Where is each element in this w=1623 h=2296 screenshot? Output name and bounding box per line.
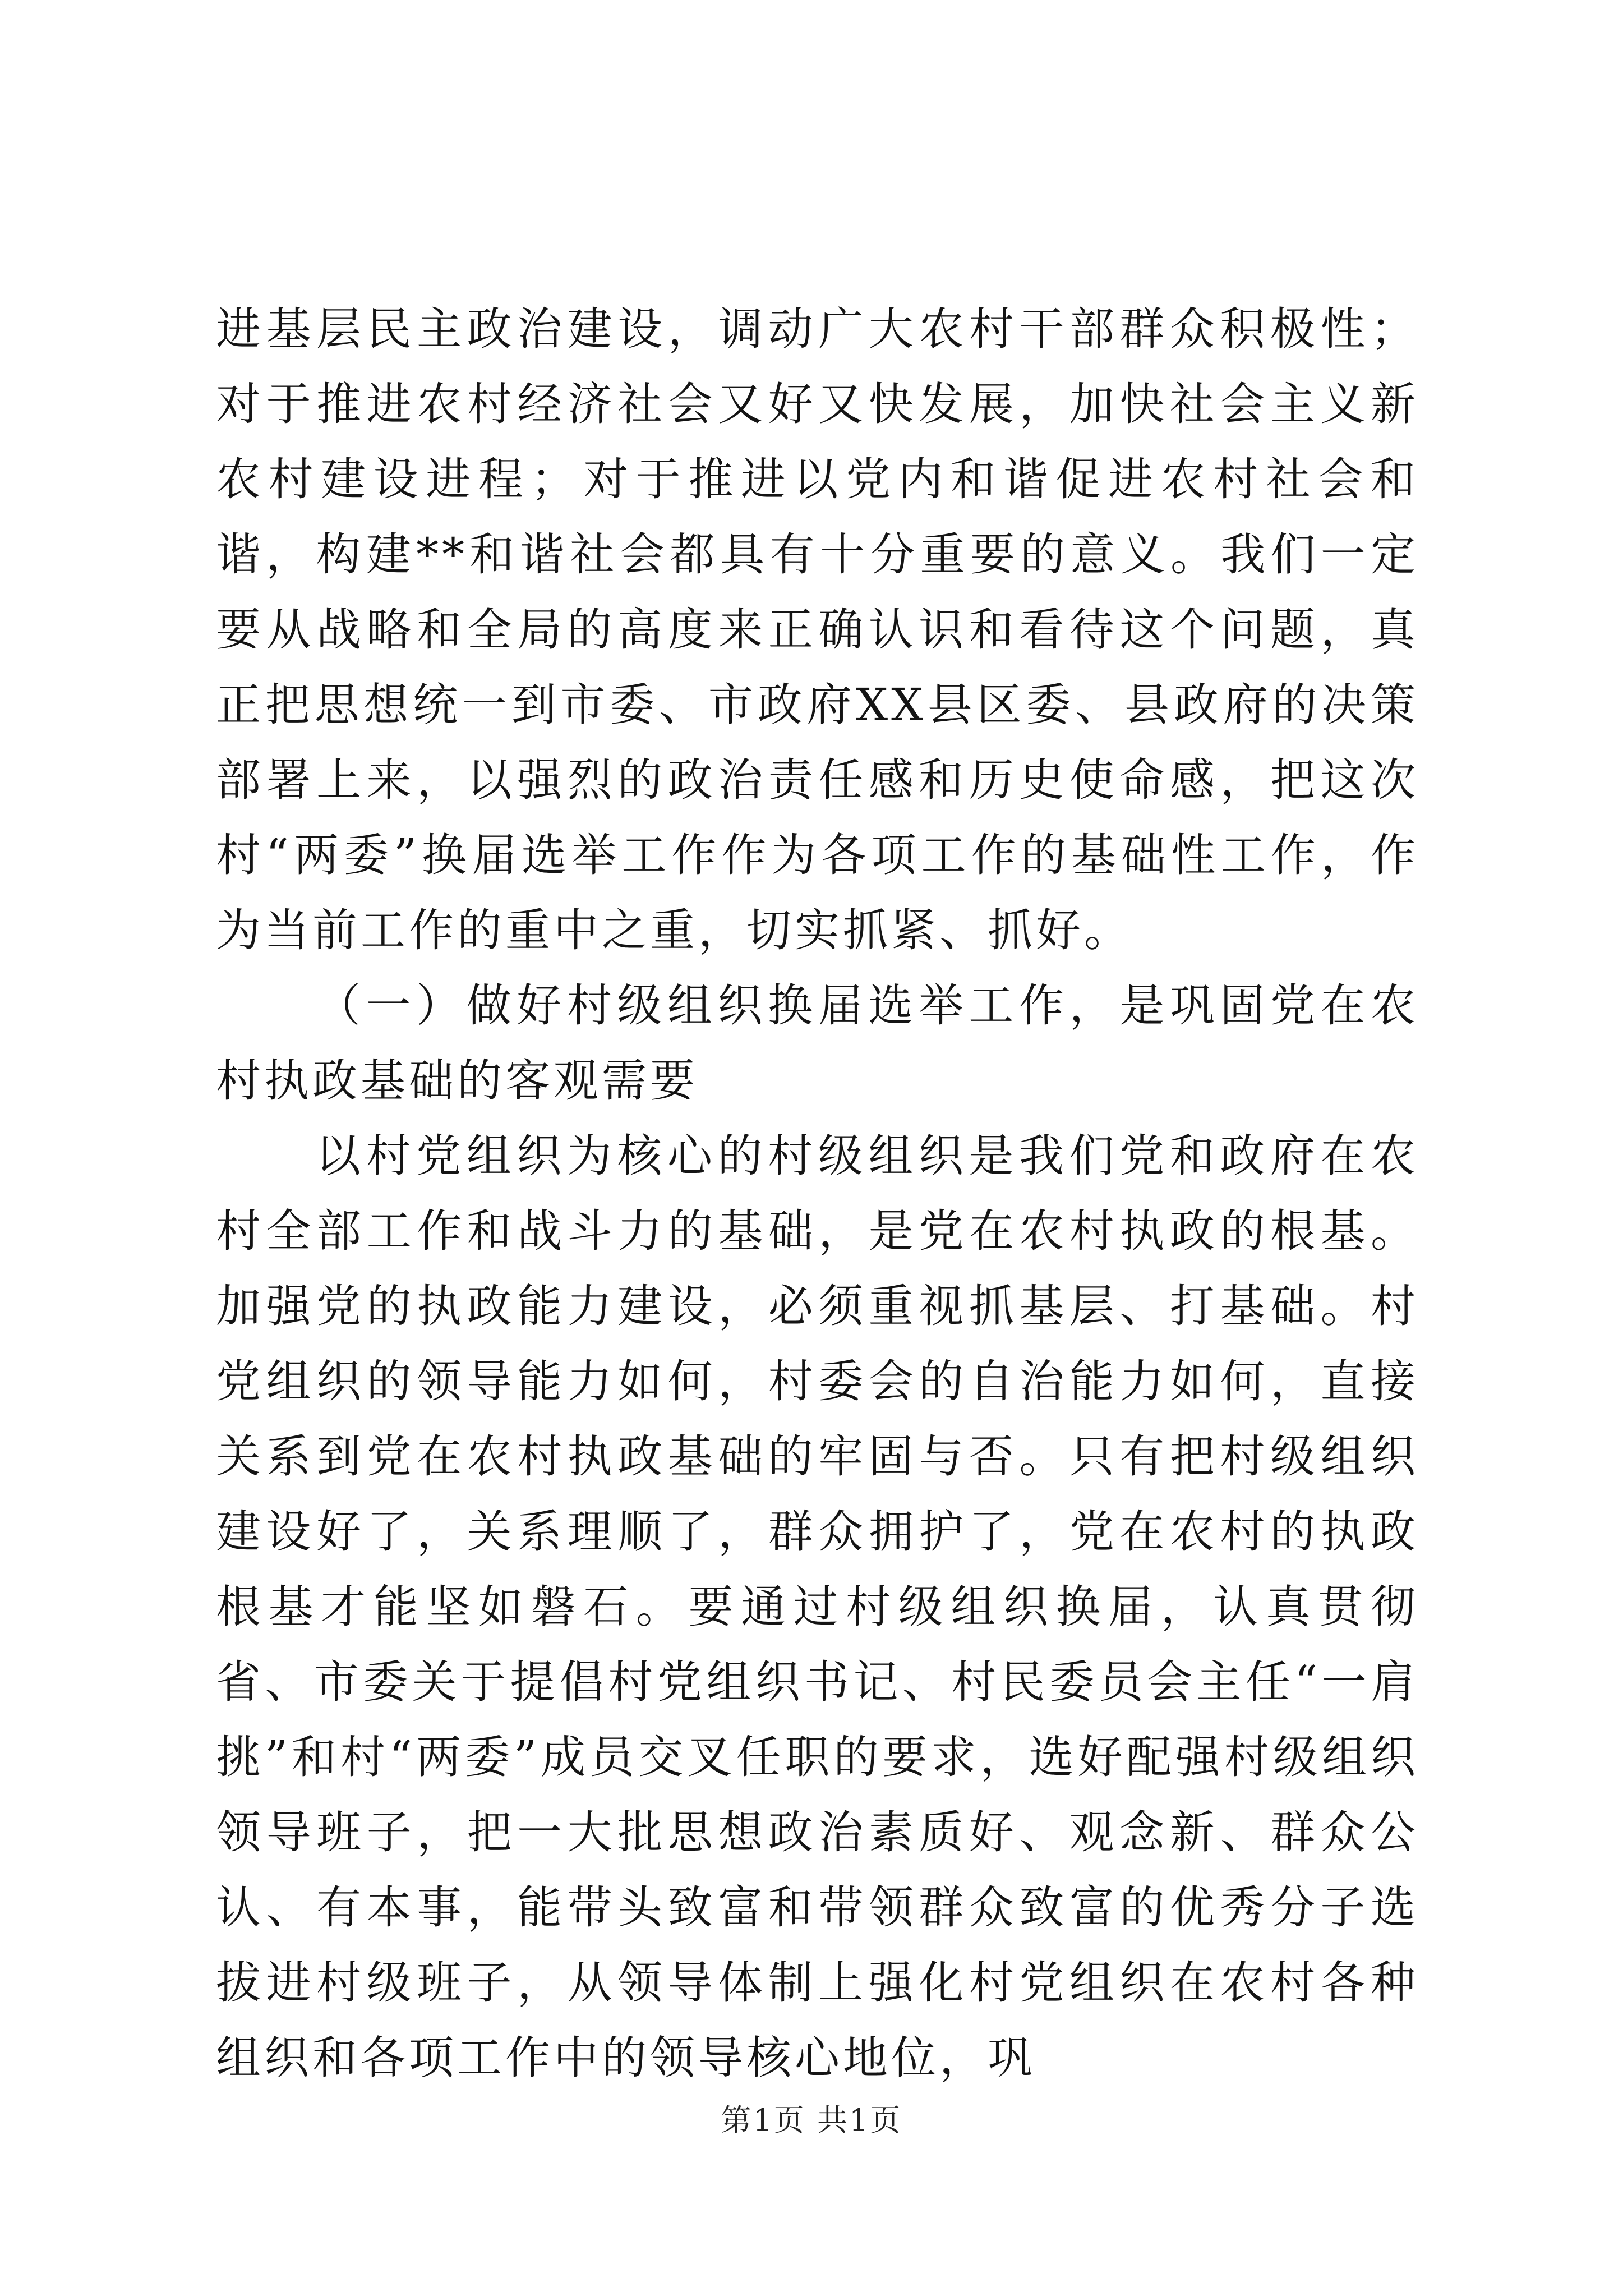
page-footer: 第1页 共1页	[721, 2102, 902, 2138]
document-body	[216, 292, 1419, 2096]
paragraph-continuation: 进基层民主政治建设，调动广大农村干部群众积极性；对于推进农村经济社会又好又快发展，加快社会主义新农村建设进程；对于推进以党内和谐促进农村社会和谐，构建**和谐社会都具有十分重要的意义。我们一定要从战略和全局的高度来正确认识和看待这个问题，真正把思想统一到市委、市政府XX县区委、县政府的决策部署上来，以强烈的政治责任感和历史使命感，把这次村“两委”换届选举工作作为各项工作的基础性工作，作为当前工作的重中之重，切实抓紧、抓好。	[216, 303, 1419, 956]
paragraph-body: 以村党组织为核心的村级组织是我们党和政府在农村全部工作和战斗力的基础，是党在农村执政的根基。加强党的执政能力建设，必须重视抓基层、打基础。村党组织的领导能力如何，村委会的自治能力如何，直接关系到党在农村执政基础的牢固与否。只有把村级组织建设好了，关系理顺了，群众拥护了，党在农村的执政根基才能坚如磐石。要通过村级组织换届，认真贯彻省、市委关于提倡村党组织书记、村民委员会主任“一肩挑”和村“两委”成员交叉任职的要求，选好配强村级组织领导班子，把一大批思想政治素质好、观念新、群众公认、有本事，能带头致富和带领群众致富的优秀分子选拔进村级班子，从领导体制上强化村党组织在农村各种组织和各项工作中的领导核心地位，巩	[216, 1130, 1419, 2084]
section-heading: （一）做好村级组织换届选举工作，是巩固党在农村执政基础的客观需要	[216, 979, 1419, 1107]
